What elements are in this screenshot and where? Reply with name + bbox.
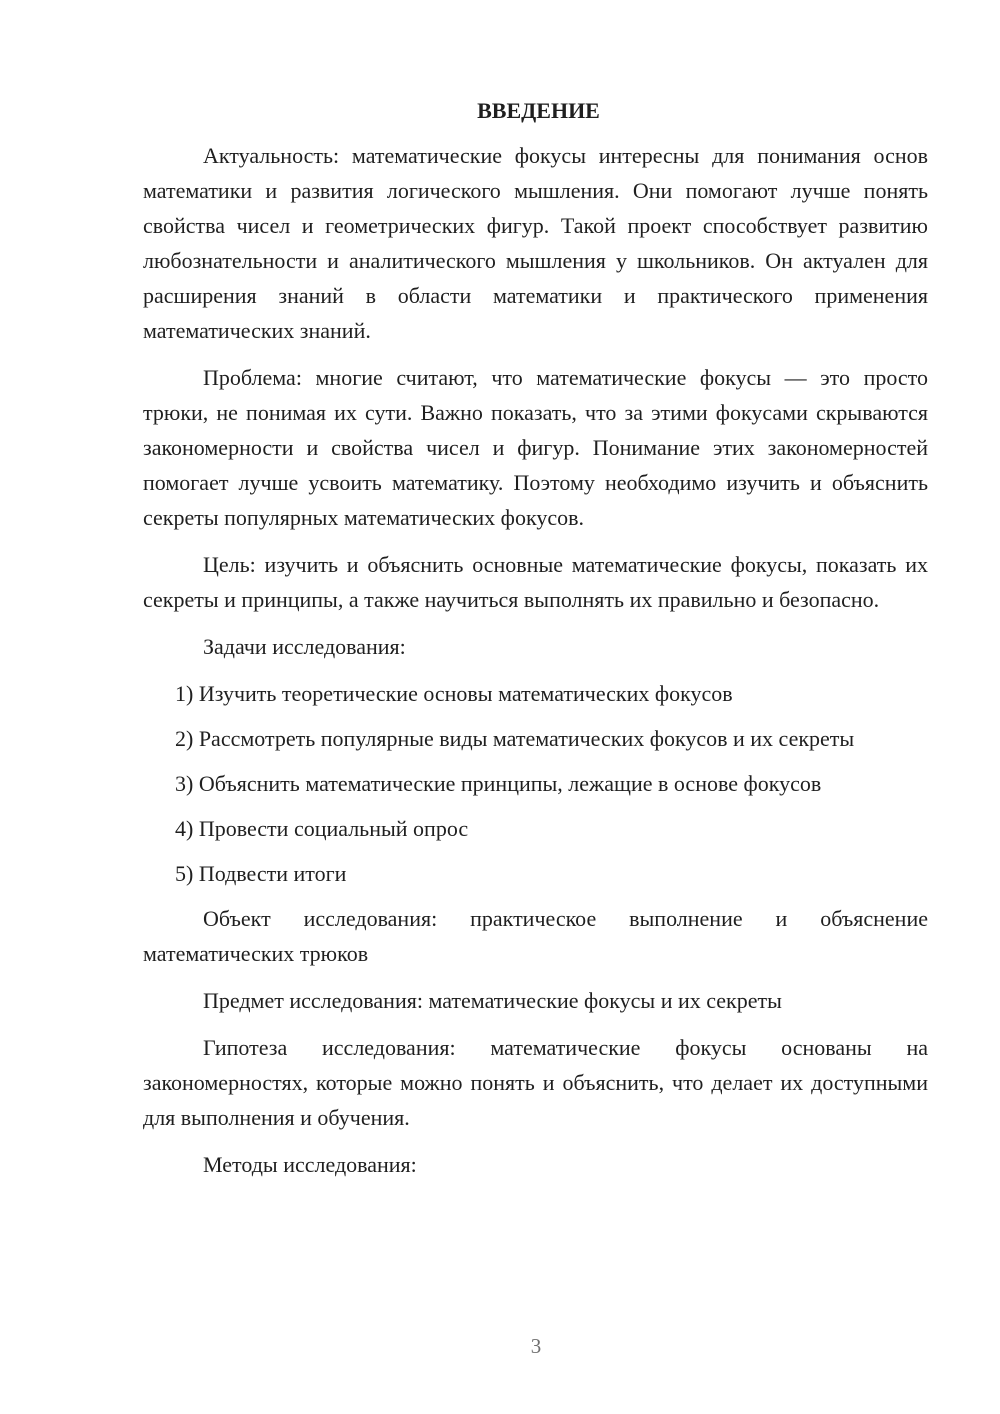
- paragraph-relevance: Актуальность: математические фокусы интересны для понимания основ математики и развития логического мышления. Они помогают лучше понять свойства чисел и геометрических фигур. Такой проект способствует развитию любознательности и аналитического мышления у школьников. Он актуален для расширения знаний в области математики и практического применения математических знаний.: [143, 143, 928, 343]
- list-item: 5) Подвести итоги: [175, 861, 347, 886]
- document-body: [143, 96, 928, 1194]
- paragraph-problem: Проблема: многие считают, что математические фокусы — это просто трюки, не понимая их сути. Важно показать, что за этими фокусами скрываются закономерности и свойства чисел и фигур. Понимание этих закономерностей помогает лучше усвоить математику. Поэтому необходимо изучить и объяснить секреты популярных математических фокусов.: [143, 365, 928, 530]
- paragraph-goal: Цель: изучить и объяснить основные математические фокусы, показать их секреты и принципы, а также научиться выполнять их правильно и безопасно.: [143, 552, 928, 612]
- paragraph-hypothesis: Гипотеза исследования: математические фокусы основаны на закономерностях, которые можно понять и объяснить, что делает их доступными для выполнения и обучения.: [143, 1035, 928, 1130]
- list-item: 1) Изучить теоретические основы математических фокусов: [175, 681, 733, 706]
- list-item: 4) Провести социальный опрос: [175, 816, 469, 841]
- tasks-heading: Задачи исследования:: [203, 634, 406, 659]
- paragraph-object: Объект исследования: практическое выполнение и объяснение математических трюков: [143, 906, 928, 966]
- list-item: 3) Объяснить математические принципы, лежащие в основе фокусов: [175, 771, 822, 796]
- page-number: 3: [530, 1334, 542, 1358]
- paragraph-subject: Предмет исследования: математические фокусы и их секреты: [203, 988, 782, 1013]
- list-item: 2) Рассмотреть популярные виды математических фокусов и их секреты: [175, 726, 855, 751]
- tasks-list: [143, 676, 928, 891]
- page-title: ВВЕДЕНИЕ: [477, 98, 600, 123]
- methods-heading: Методы исследования:: [203, 1152, 417, 1177]
